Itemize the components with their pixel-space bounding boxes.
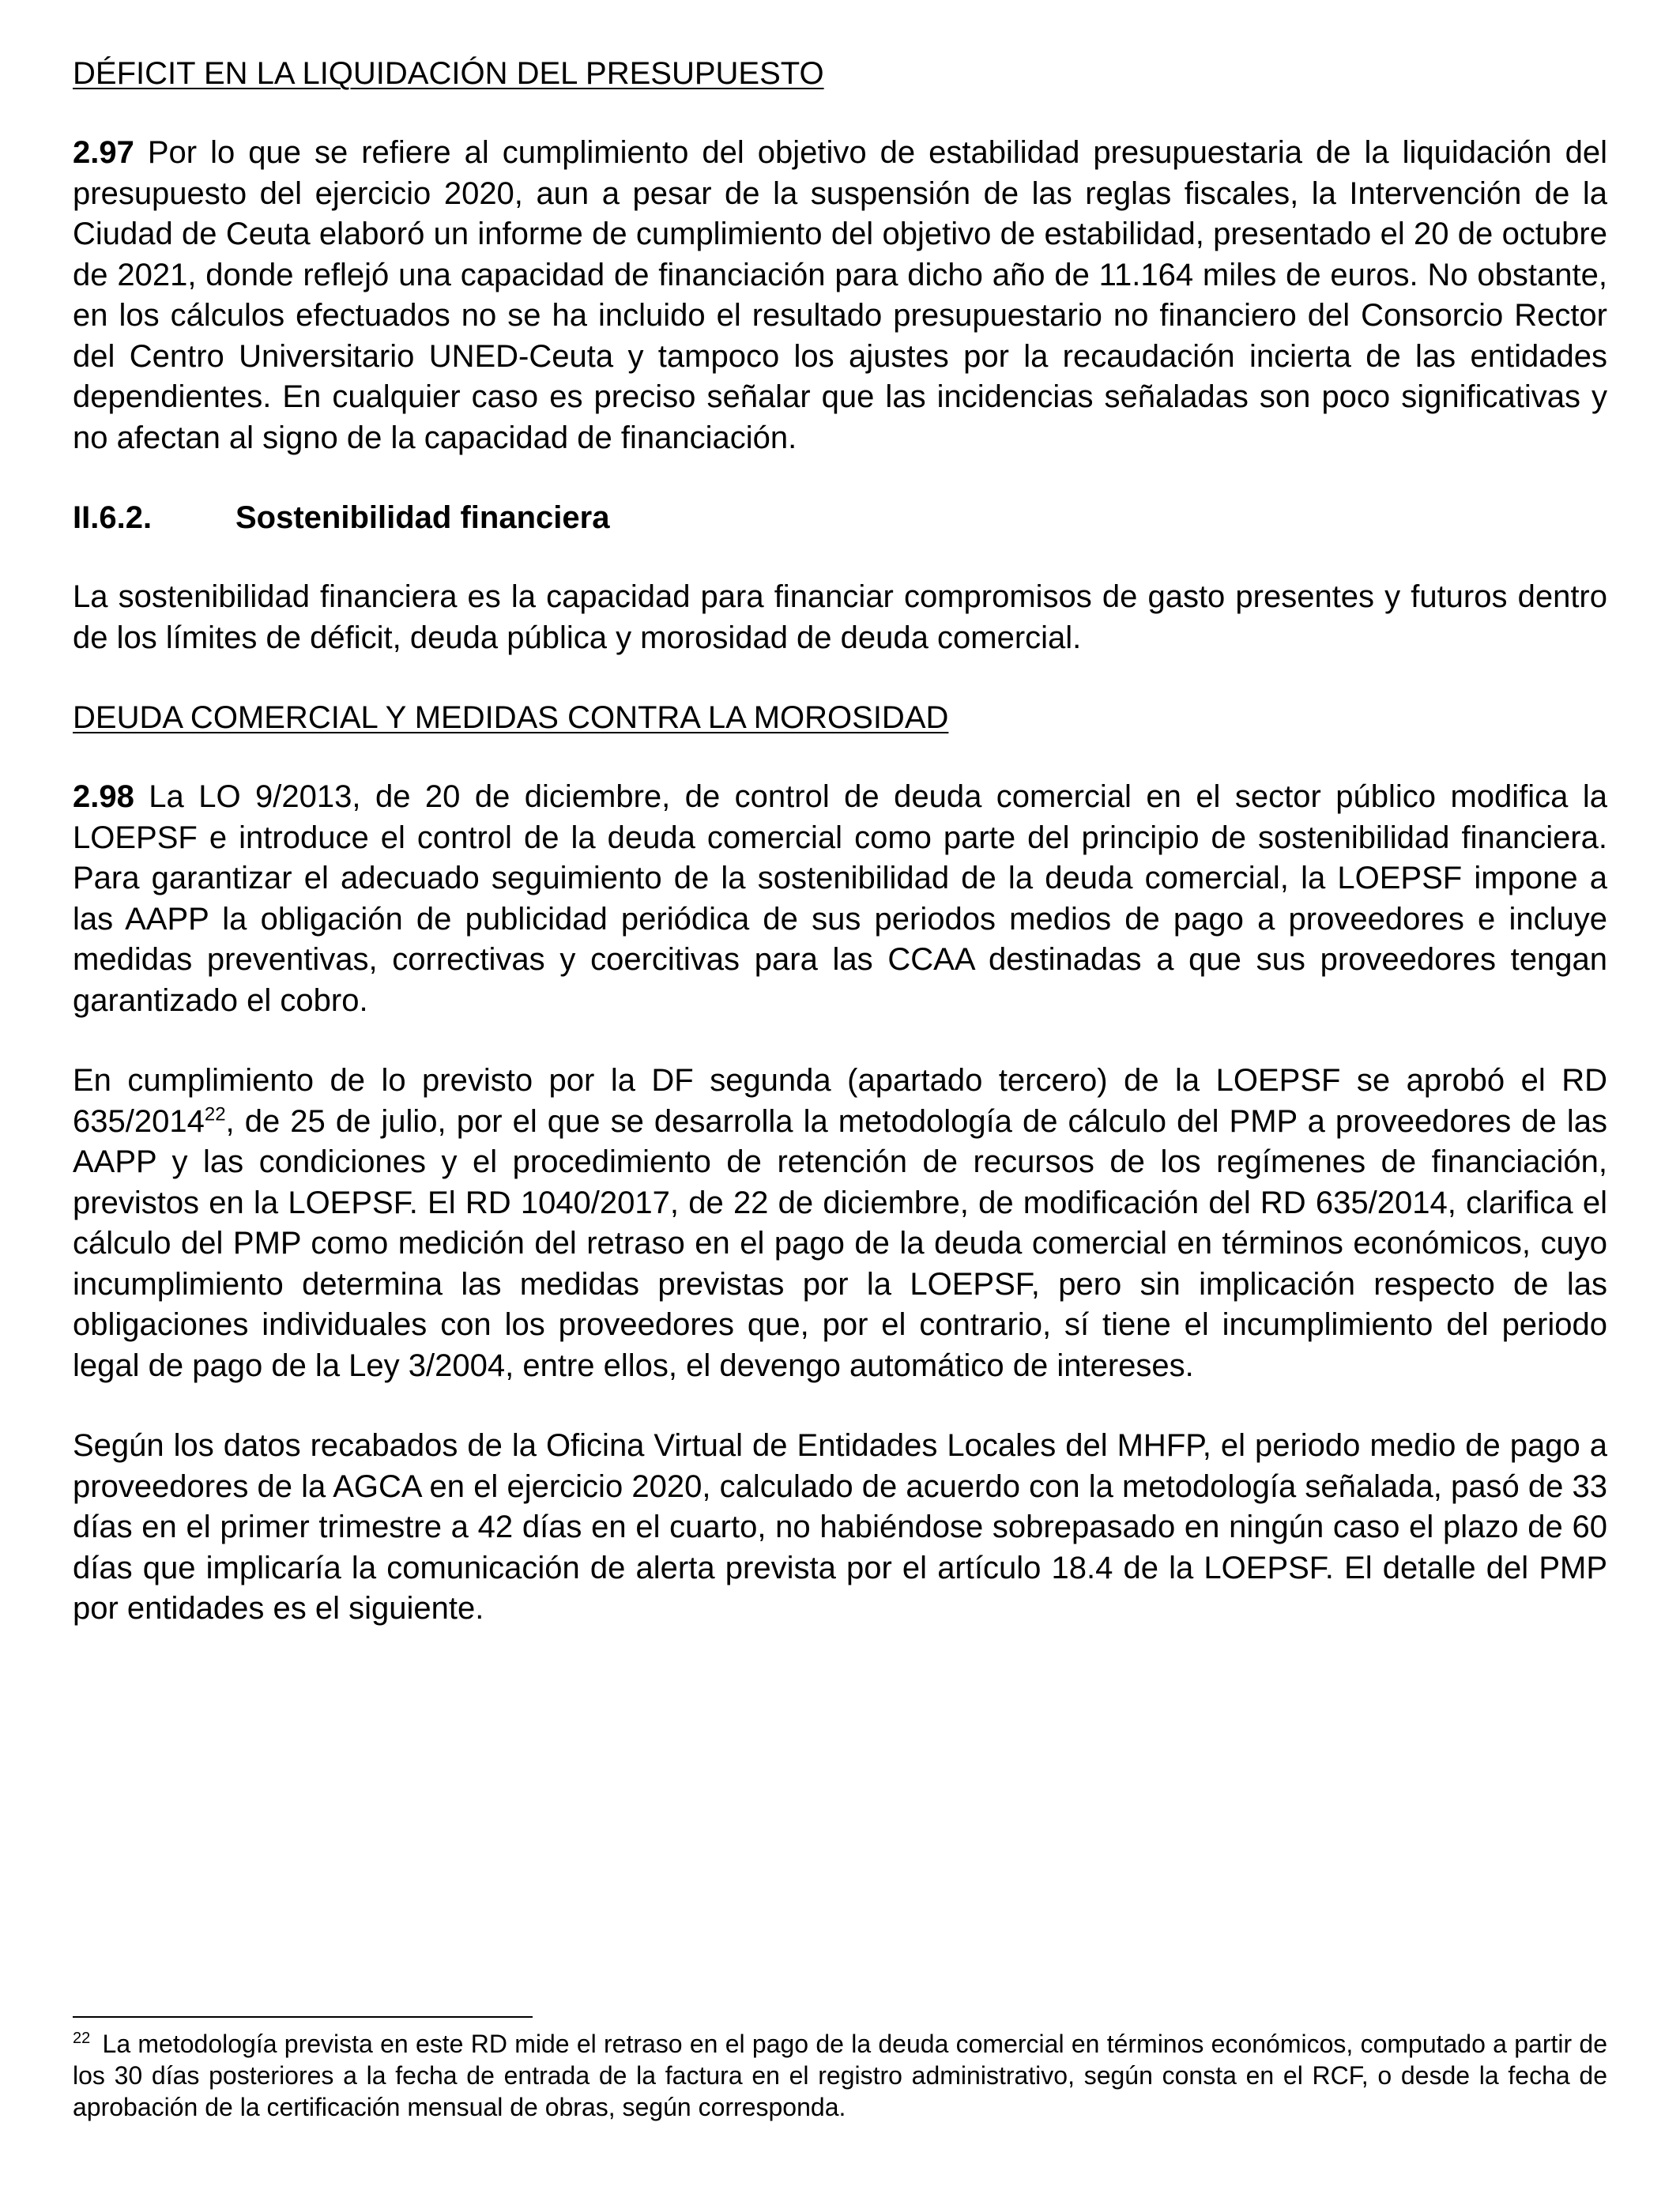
heading-deficit: DÉFICIT EN LA LIQUIDACIÓN DEL PRESUPUESTO <box>73 56 824 91</box>
paragraph-2-97 <box>73 133 1607 458</box>
paragraph-pmp: Según los datos recabados de la Oficina Virtual de Entidades Locales del MHFP, el periodo medio de pago a proveedores de la AGCA en el ejercicio 2020, calculado de acuerdo con la metodología señalada, pasó de 33 días en el primer trimestre a 42 días en el cuarto, no habiéndose sobrepasado en ningún caso el plazo de 60 días que implicaría la comunicación de alerta prevista por el artículo 18.4 de la LOEPSF. El detalle del PMP por entidades es el siguiente. <box>73 1428 1607 1626</box>
footnote-separator <box>73 2016 533 2018</box>
paragraph-text: Por lo que se refiere al cumplimiento del objetivo de estabilidad presupuestaria de la liquidación del presupuesto del ejercicio 2020, aun a pesar de la suspensión de las reglas fiscales, la Intervención de la Ciudad de Ceuta elaboró un informe de cumplimiento del objetivo de estabilidad, presentado el 20 de octubre de 2021, donde reflejó una capacidad de financiación para dicho año de 11.164 miles de euros. No obstante, en los cálculos efectuados no se ha incluido el resultado presupuestario no financiero del Consorcio Rector del Centro Universitario UNED-Ceuta y tampoco los ajustes por la recaudación incierta de las entidades dependientes. En cualquier caso es preciso señalar que las incidencias señaladas son poco significativas y no afectan al signo de la capacidad de financiación. <box>73 135 1607 455</box>
paragraph-number: 2.98 <box>73 779 134 814</box>
section-name: Sostenibilidad financiera <box>235 500 610 535</box>
paragraph-text: La LO 9/2013, de 20 de diciembre, de control de deuda comercial en el sector público modifica la LOEPSF e introduce el control de la deuda comercial como parte del principio de sostenibilidad financiera. Para garantizar el adecuado seguimiento de la sostenibilidad de la deuda comercial, la LOEPSF impone a las AAPP la obligación de publicidad periódica de sus periodos medios de pago a proveedores e incluye medidas preventivas, correctivas y coercitivas para las CCAA destinadas a que sus proveedores tengan garantizado el cobro. <box>73 779 1607 1018</box>
footnote-number: 22 <box>73 2030 91 2048</box>
footnote-text: La metodología prevista en este RD mide el retraso en el pago de la deuda comercial en términos económicos, computado a partir de los 30 días posteriores a la fecha de entrada de la factura en el registro administrativo, según consta en el RCF, o desde la fecha de aprobación de la certificación mensual de obras, según corresponda. <box>73 2030 1607 2121</box>
footnote <box>73 2028 1607 2123</box>
section-number: II.6.2. <box>73 500 153 535</box>
paragraph-text-before: En cumplimiento de lo previsto por la DF segunda (apartado tercero) de la LOEPSF se aprobó el RD 635/2014 <box>73 1063 1607 1139</box>
footnote-reference[interactable]: 22 <box>204 1103 226 1125</box>
paragraph-2-98 <box>73 777 1607 1021</box>
section-title <box>73 498 1607 537</box>
page-body <box>73 54 1607 1630</box>
paragraph-sostenibilidad: La sostenibilidad financiera es la capacidad para financiar compromisos de gasto presentes y futuros dentro de los límites de déficit, deuda pública y morosidad de deuda comercial. <box>73 579 1607 655</box>
paragraph-rd-635 <box>73 1061 1607 1386</box>
paragraph-text-after: , de 25 de julio, por el que se desarrolla la metodología de cálculo del PMP a proveedores de las AAPP y las condiciones y el procedimiento de retención de recursos de los regímenes de financiación, previstos en la LOEPSF. El RD 1040/2017, de 22 de diciembre, de modificación del RD 635/2014, clarifica el cálculo del PMP como medición del retraso en el pago de la deuda comercial en términos económicos, cuyo incumplimiento determina las medidas previstas por la LOEPSF, pero sin implicación respecto de las obligaciones individuales con los proveedores que, por el contrario, sí tiene el incumplimiento del periodo legal de pago de la Ley 3/2004, entre ellos, el devengo automático de intereses. <box>73 1103 1607 1383</box>
paragraph-number: 2.97 <box>73 135 134 170</box>
heading-deuda-comercial: DEUDA COMERCIAL Y MEDIDAS CONTRA LA MOROSIDAD <box>73 700 949 735</box>
